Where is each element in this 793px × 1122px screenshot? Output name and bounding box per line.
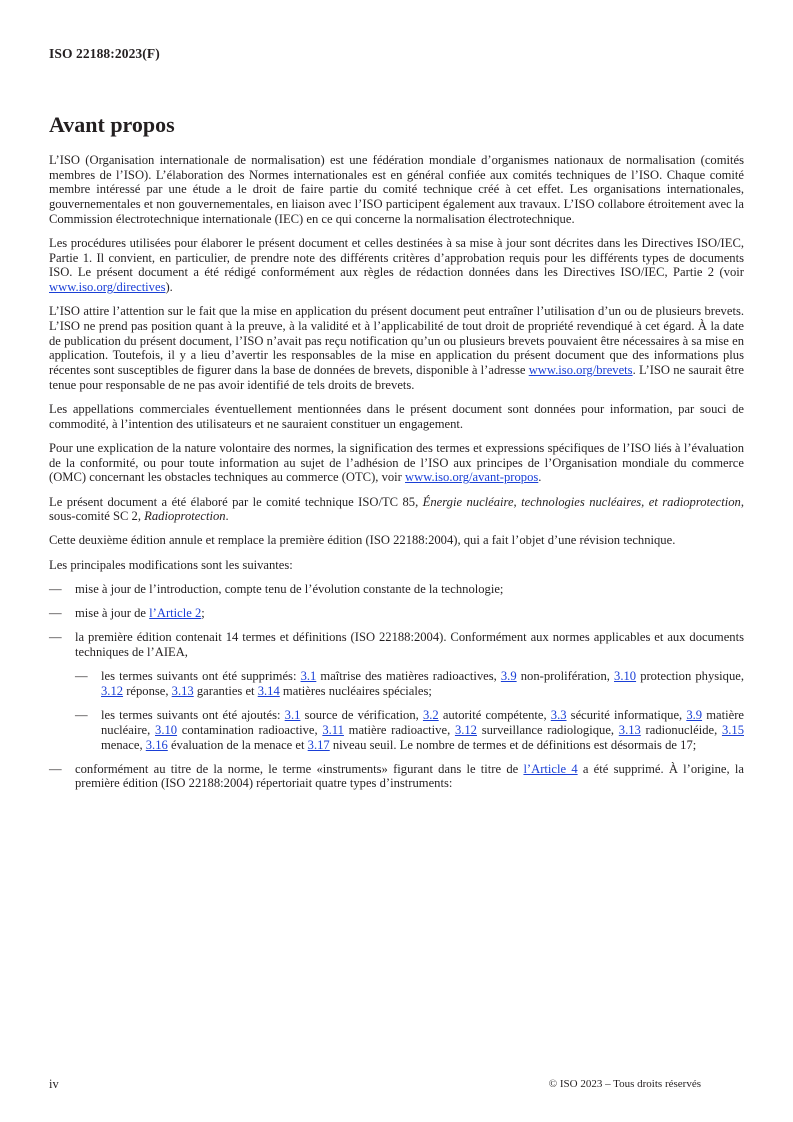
copyright-notice: © ISO 2023 – Tous droits réservés: [548, 1078, 701, 1090]
term-link[interactable]: 3.13: [171, 683, 194, 698]
document-id: ISO 22188:2023(F): [49, 46, 160, 61]
text: Les procédures utilisées pour élaborer le présent document et celles destinées à sa mise à jour sont décrites dans les Directives ISO/IEC, Partie 1. Il convient, en particulier, de prendre note des différents critères d’approbation requis pour les différents types de documents ISO. Le présent document a été rédigé conformément aux règles de rédaction données dans les Directives ISO/IEC, Partie 2 (voir: [49, 236, 744, 280]
text: sécurité informatique,: [566, 708, 687, 723]
term-link[interactable]: 3.16: [145, 737, 168, 752]
link-article-2[interactable]: l’Article 2: [149, 606, 202, 621]
text: réponse,: [123, 683, 172, 698]
text: autorité compétente,: [438, 708, 551, 723]
text: évaluation de la menace et: [167, 737, 308, 752]
text: L’ISO attire l’attention sur le fait que la mise en application du présent document peut entraîner l’utilisation d’un ou de plusieurs brevets. L’ISO ne prend pas position quant à la preuve, à la validité et à l’applicabilité de tout droit de propriété revendiqué à cet égard. À la date de publication du présent document, l’ISO n’avait pas reçu notification qu’un ou plusieurs brevets pouvaient être nécessaires à sa mise en application. Toutefois, il y a lieu d’avertir les responsables de la mise en application du présent document que des informations plus récentes sont susceptibles de figurer dans la base de données de brevets, disponible à l’adresse: [49, 304, 744, 378]
text: source de vérification,: [300, 708, 423, 723]
page-number: iv: [49, 1077, 59, 1091]
text: les termes suivants ont été ajoutés:: [101, 708, 285, 723]
term-link[interactable]: 3.15: [721, 722, 744, 737]
paragraph-voluntary-nature: [49, 441, 744, 485]
text: maîtrise des matières radioactives,: [316, 669, 501, 684]
term-link[interactable]: 3.13: [618, 722, 641, 737]
text: conformément au titre de la norme, le terme «instruments» figurant dans le titre de: [75, 761, 524, 776]
text: non-prolifération,: [516, 669, 615, 684]
term-link[interactable]: 3.14: [257, 683, 280, 698]
text: a été supprimé. À l’origine, la première édition (ISO 22188:2004) répertoriait quatre types d’instruments:: [75, 761, 744, 791]
text: mise à jour de l’introduction, compte tenu de l’évolution constante de la technologie;: [75, 581, 504, 596]
text: . L’ISO ne saurait être tenue pour responsable de ne pas avoir identifié de tels droits de brevets.: [49, 363, 745, 392]
link-avant-propos[interactable]: www.iso.org/avant-propos: [405, 470, 539, 485]
text: , sous-comité SC 2,: [49, 494, 744, 524]
committee-title: Énergie nucléaire, technologies nucléaires, et radioprotection: [422, 494, 741, 509]
text: garanties et: [193, 683, 258, 698]
link-brevets[interactable]: www.iso.org/brevets: [528, 363, 633, 378]
document-body: [49, 153, 744, 801]
dash-bullet: —: [49, 630, 62, 645]
term-link[interactable]: 3.3: [550, 708, 567, 723]
text: matière radioactive,: [343, 722, 455, 737]
text: radionucléide,: [640, 722, 722, 737]
list-item: [49, 630, 744, 659]
text: Pour une explication de la nature volontaire des normes, la signification des termes et expressions spécifiques de l’ISO liés à l’évaluation de la conformité, ou pour toute information au sujet de l’adhésion de l’ISO aux principes de l’Organisation mondiale du commerce (OMC) concernant les obstacles techniques au commerce (OTC), voir: [49, 440, 744, 485]
term-link[interactable]: 3.10: [155, 722, 178, 737]
text: .: [538, 470, 542, 485]
sub-list-item-removed: [49, 669, 744, 698]
text: .: [225, 509, 229, 524]
text: contamination radioactive,: [177, 722, 323, 737]
paragraph-patents: [49, 304, 744, 392]
dash-bullet: —: [49, 606, 62, 621]
term-link[interactable]: 3.2: [422, 708, 439, 723]
text: les termes suivants ont été supprimés:: [101, 669, 301, 684]
text: matière nucléaire,: [101, 708, 744, 737]
list-item: [49, 582, 744, 597]
text: protection physique,: [636, 669, 744, 684]
dash-bullet: —: [49, 581, 62, 596]
text: ).: [165, 280, 173, 295]
text: mise à jour de: [75, 606, 150, 621]
term-link[interactable]: 3.12: [101, 683, 124, 698]
text: niveau seuil. Le nombre de termes et de définitions est désormais de 17;: [329, 737, 697, 752]
term-link[interactable]: 3.11: [322, 722, 344, 737]
dash-bullet: —: [75, 669, 88, 684]
page-title: Avant propos: [49, 112, 175, 137]
text: ;: [201, 606, 205, 621]
dash-bullet: —: [75, 708, 88, 723]
text: matières nucléaires spéciales;: [279, 683, 432, 698]
term-link[interactable]: 3.1: [300, 669, 317, 684]
sub-list-item-added: [49, 708, 744, 752]
paragraph-trade-names: Les appellations commerciales éventuellement mentionnées dans le présent document sont données pour information, par souci de commodité, à l’intention des utilisateurs et ne sauraient constituer un engagement.: [49, 402, 744, 431]
term-link[interactable]: 3.9: [686, 708, 703, 723]
text: la première édition contenait 14 termes et définitions (ISO 22188:2004). Conformément aux normes applicables et aux documents techniques de l’AIEA,: [75, 630, 744, 659]
text: surveillance radiologique,: [476, 722, 619, 737]
link-article-4[interactable]: l’Article 4: [523, 761, 578, 776]
subcommittee-title: Radioprotection: [144, 509, 226, 524]
text: menace,: [101, 737, 146, 752]
paragraph-procedures: [49, 236, 744, 295]
dash-bullet: —: [49, 761, 62, 776]
term-link[interactable]: 3.9: [500, 669, 517, 684]
text: Le présent document a été élaboré par le comité technique ISO/TC 85,: [49, 494, 423, 509]
list-item: [49, 762, 744, 791]
paragraph-changes-intro: Les principales modifications sont les suivantes:: [49, 557, 293, 572]
paragraph-iso-intro: L’ISO (Organisation internationale de normalisation) est une fédération mondiale d’organismes nationaux de normalisation (comités membres de l’ISO). L’élaboration des Normes internationales est en général confiée aux comités techniques de l’ISO. Chaque comité membre intéressé par une étude a le droit de faire partie du comité technique créé à cet effet. Les organisations internationales, gouvernementales et non gouvernementales, en liaison avec l’ISO participent également aux travaux. L’ISO collabore étroitement avec la Commission électrotechnique internationale (IEC) en ce qui concerne la normalisation électrotechnique.: [49, 153, 744, 226]
term-link[interactable]: 3.1: [284, 708, 301, 723]
term-link[interactable]: 3.10: [614, 669, 637, 684]
term-link[interactable]: 3.17: [307, 737, 330, 752]
paragraph-committee: [49, 495, 744, 524]
link-directives[interactable]: www.iso.org/directives: [49, 280, 166, 295]
paragraph-edition: Cette deuxième édition annule et remplace la première édition (ISO 22188:2004), qui a fait l’objet d’une révision technique.: [49, 533, 676, 548]
term-link[interactable]: 3.12: [454, 722, 477, 737]
list-item: [49, 606, 744, 621]
